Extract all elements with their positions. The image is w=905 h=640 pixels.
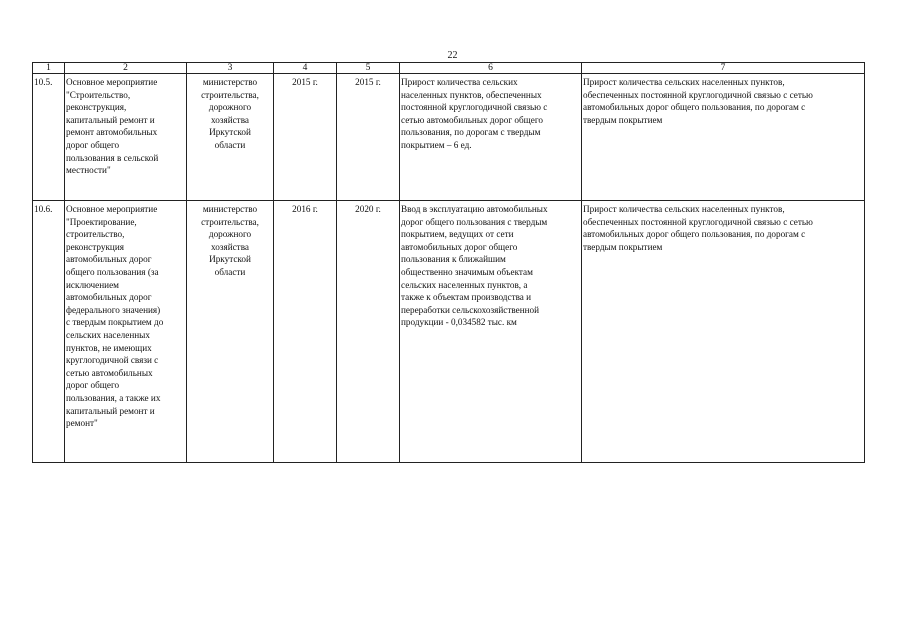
measure-name: Основное мероприятие "Строительство, реконструкция, капитальный ремонт и ремонт автомобильных дорог общего пользования в сельской местности" xyxy=(65,74,187,201)
executor: министерство строительства, дорожного хозяйства Иркутской области xyxy=(187,201,274,463)
column-header: 3 xyxy=(187,63,274,74)
column-header: 1 xyxy=(33,63,65,74)
start-year: 2015 г. xyxy=(274,74,337,201)
row-number: 10.6. xyxy=(33,201,65,463)
column-header: 2 xyxy=(65,63,187,74)
end-year: 2015 г. xyxy=(337,74,400,201)
column-header: 5 xyxy=(337,63,400,74)
page-number: 22 xyxy=(447,50,458,61)
target-indicator: Прирост количества сельских населенных пунктов, обеспеченных постоянной круглогодичной связью с сетью автомобильных дорог общего пользования, по дорогам с твердым покрытием xyxy=(582,201,865,463)
measures-table xyxy=(32,62,865,463)
column-header: 6 xyxy=(400,63,582,74)
expected-result: Прирост количества сельских населенных пунктов, обеспеченных постоянной круглогодичной связью с сетью автомобильных дорог общего пользования, по дорогам с твердым покрытием – 6 ед. xyxy=(400,74,582,201)
column-header: 4 xyxy=(274,63,337,74)
target-indicator: Прирост количества сельских населенных пунктов, обеспеченных постоянной круглогодичной связью с сетью автомобильных дорог общего пользования, по дорогам с твердым покрытием xyxy=(582,74,865,201)
table-row xyxy=(33,201,865,463)
table-row xyxy=(33,74,865,201)
header-row xyxy=(33,63,865,74)
start-year: 2016 г. xyxy=(274,201,337,463)
expected-result: Ввод в эксплуатацию автомобильных дорог общего пользования с твердым покрытием, ведущих от сети автомобильных дорог общего пользования к ближайшим общественно значимым объектам сельских населенных пунктов, а также к объектам производства и переработки сельскохозяйственной продукции - 0,034582 тыс. км xyxy=(400,201,582,463)
measure-name: Основное мероприятие "Проектирование, строительство, реконструкция автомобильных дорог общего пользования (за исключением автомобильных дорог федерального значения) с твердым покрытием до сельских населенных пунктов, не имеющих круглогодичной связи с сетью автомобильных дорог общего пользования, а также их капитальный ремонт и ремонт" xyxy=(65,201,187,463)
executor: министерство строительства, дорожного хозяйства Иркутской области xyxy=(187,74,274,201)
end-year: 2020 г. xyxy=(337,201,400,463)
column-header: 7 xyxy=(582,63,865,74)
row-number: 10.5. xyxy=(33,74,65,201)
